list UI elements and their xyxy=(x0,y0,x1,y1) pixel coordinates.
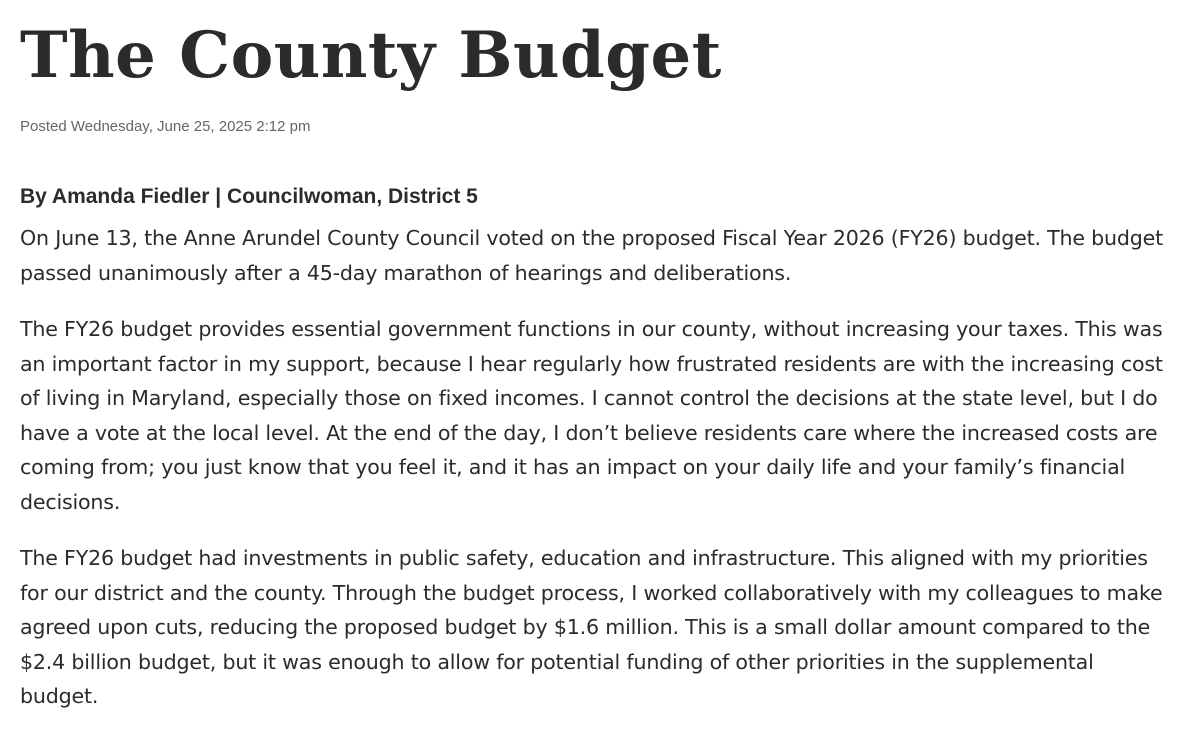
article xyxy=(20,0,1170,714)
author-byline: By Amanda Fiedler | Councilwoman, District 5 xyxy=(20,185,478,208)
article-headline: The County Budget xyxy=(20,18,722,93)
article-paragraph: On June 13, the Anne Arundel County Council voted on the proposed Fiscal Year 2026 (FY26) budget. The budget passed unanimously after a 45-day marathon of hearings and deliberations. xyxy=(20,226,1163,285)
article-paragraph: The FY26 budget provides essential government functions in our county, without increasing your taxes. This was an important factor in my support, because I hear regularly how frustrated residents are with the increasing cost of living in Maryland, especially those on fixed incomes. I cannot control the decisions at the state level, but I do have a vote at the local level. At the end of the day, I don’t believe residents care where the increased costs are coming from; you just know that you feel it, and it has an impact on your daily life and your family’s financial decisions. xyxy=(20,317,1163,514)
posted-date: Posted Wednesday, June 25, 2025 2:12 pm xyxy=(20,118,311,135)
article-paragraph: The FY26 budget had investments in public safety, education and infrastructure. This aligned with my priorities for our district and the county. Through the budget process, I worked collaboratively with my colleagues to make agreed upon cuts, reducing the proposed budget by $1.6 million. This is a small dollar amount compared to the $2.4 billion budget, but it was enough to allow for potential funding of other priorities in the supplemental budget. xyxy=(20,546,1163,708)
